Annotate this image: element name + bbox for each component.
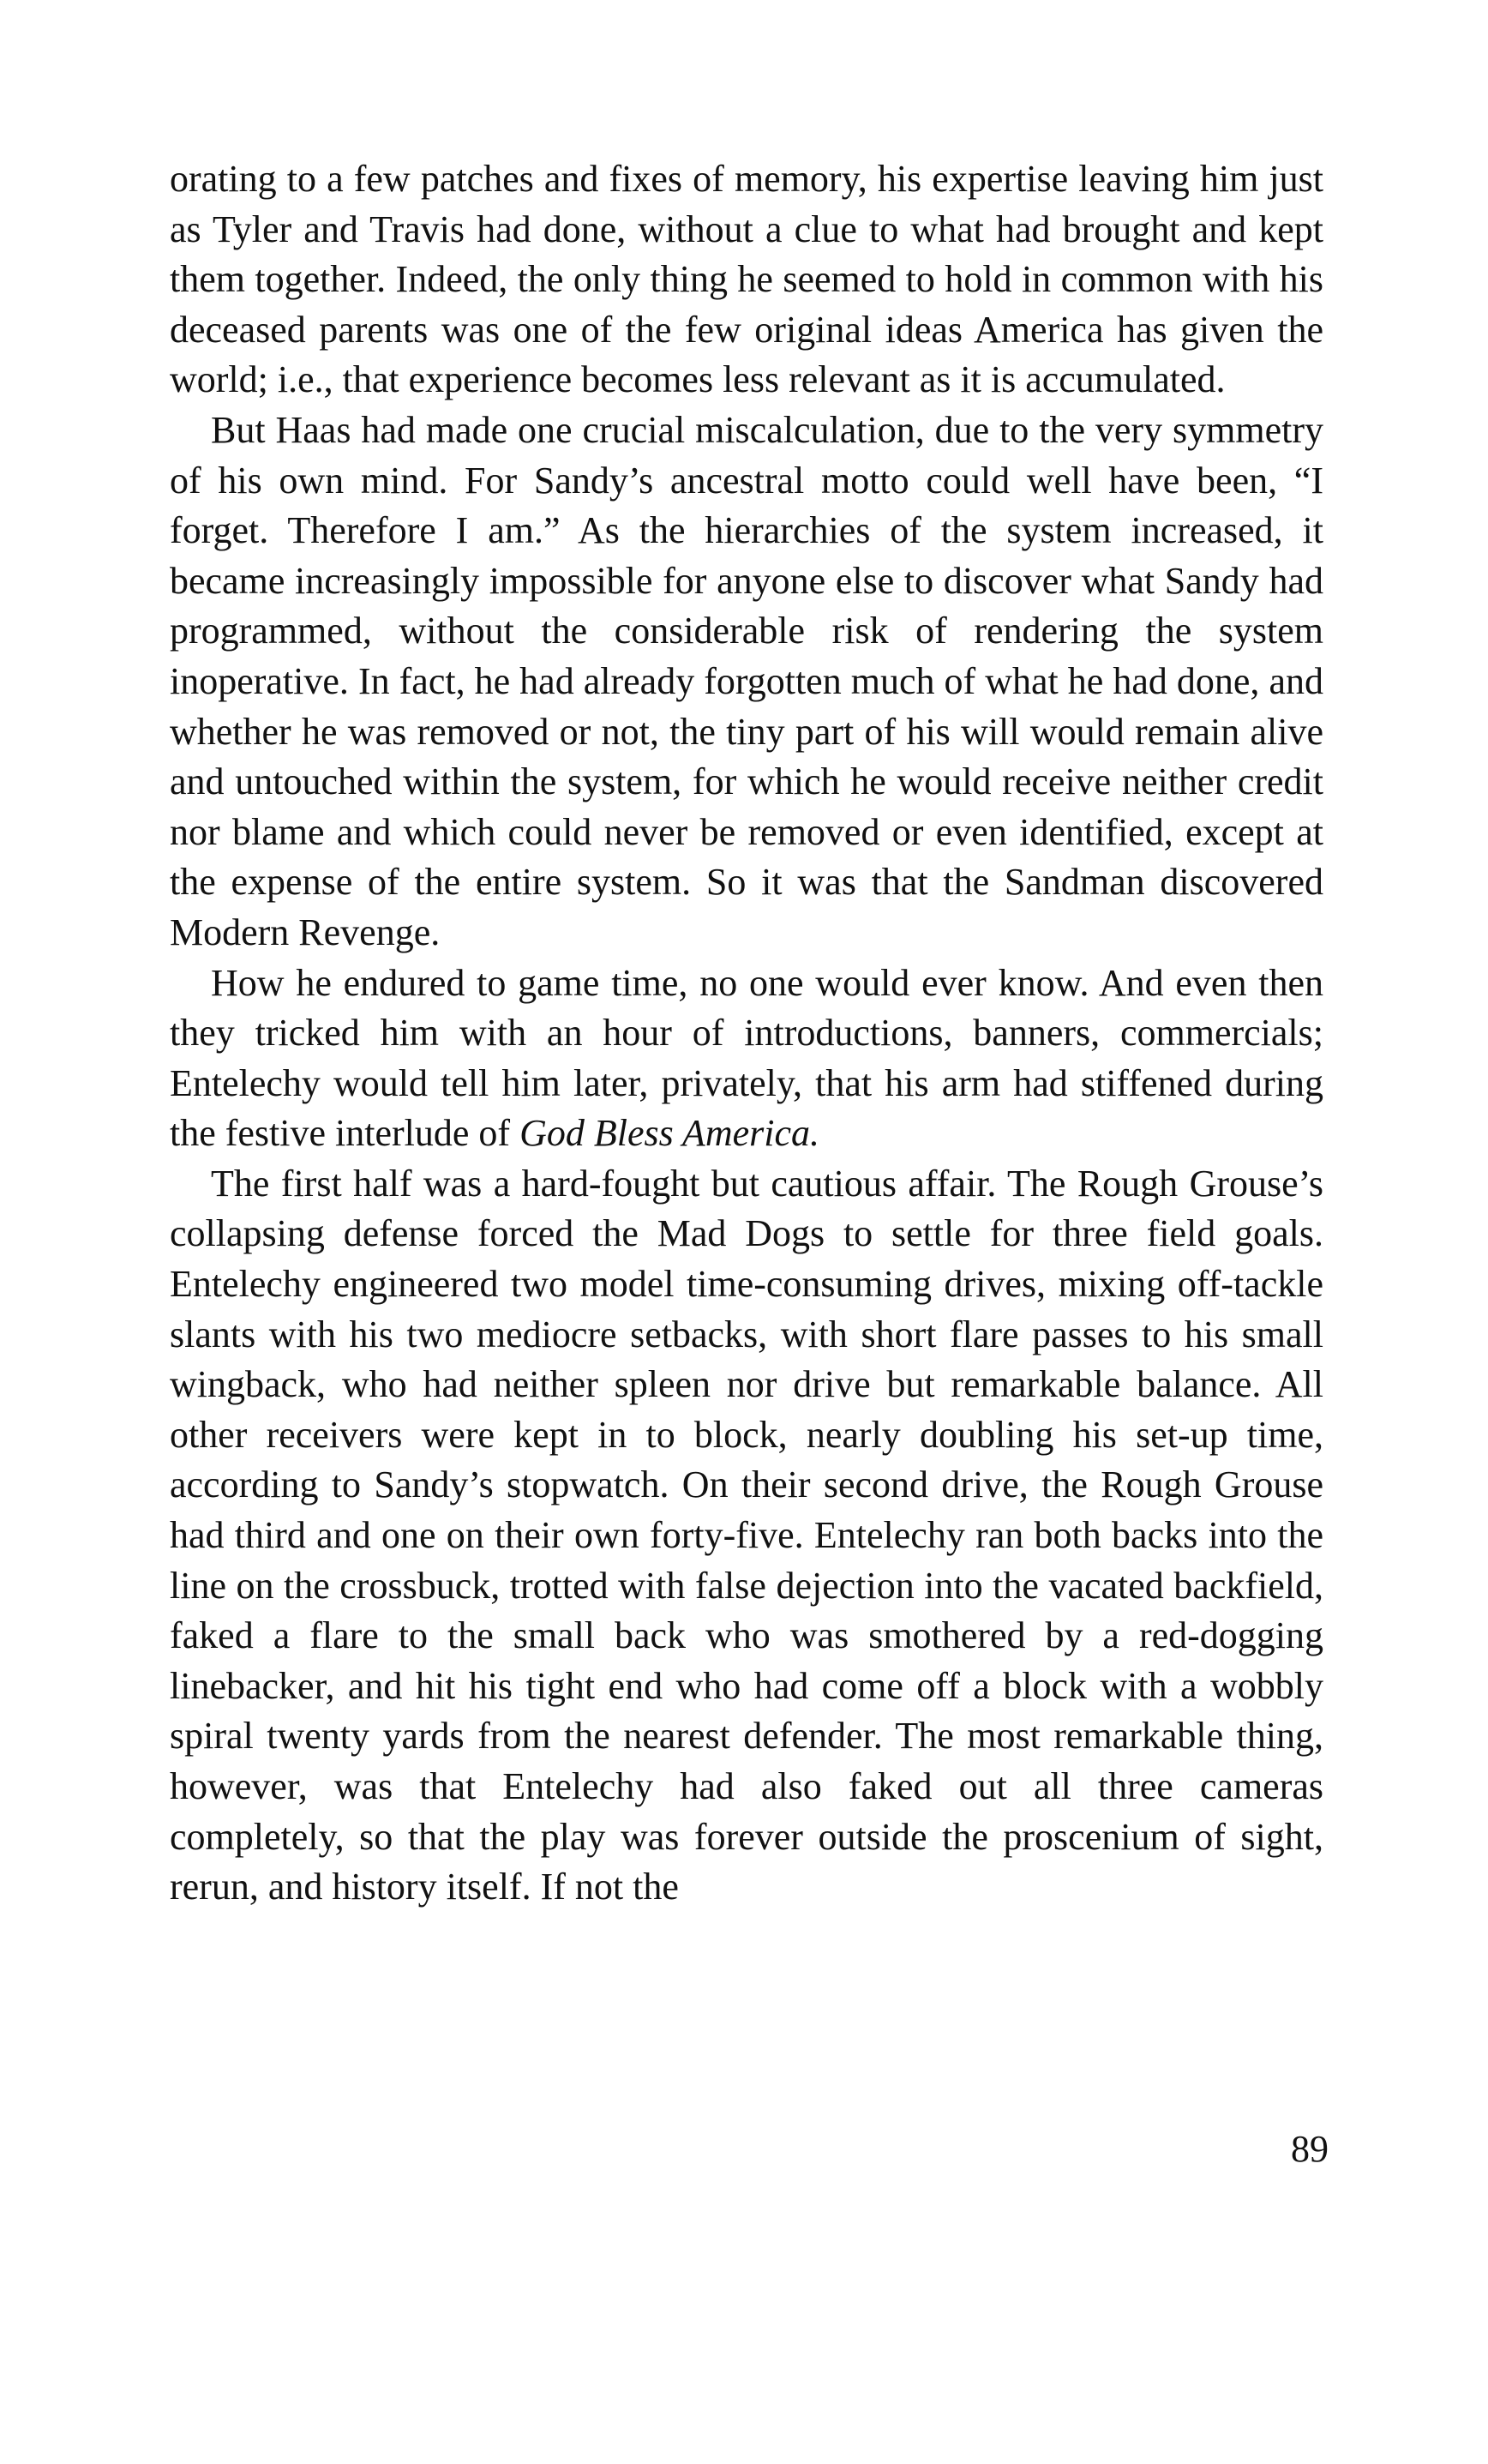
paragraph-1: orating to a few patches and fixes of memory, his expertise leaving him just as Tyler and Travis had done, without a clue to what had brought and kept them together. Indeed, the only thing he seemed to hold in common with his deceased parents was one of the few original ideas America has given the world; i.e., that experience becomes less relevant as it is accumulated. (170, 158, 1323, 401)
page-body (170, 154, 1323, 1913)
paragraph-2: But Haas had made one crucial miscalculation, due to the very symmetry of his own mind. For Sandy’s ancestral motto could well have been, “I forget. Therefore I am.” As the hierarchies of the system increased, it became increasingly impossible for anyone else to discover what Sandy had programmed, without the considerable risk of rendering the system inoperative. In fact, he had already forgotten much of what he had done, and whether he was removed or not, the tiny part of his will would remain alive and untouched within the system, for which he would receive neither credit nor blame and which could never be removed or even identified, except at the expense of the entire system. So it was that the Sandman discovered Modern Revenge. (170, 408, 1323, 953)
paragraph-3-text: How he endured to game time, no one would ever know. And even then they tricked him with an hour of introductions, banners, commercials; Entelechy would tell him later, privately, that his arm had stiffened during the festive interlude of (170, 961, 1323, 1155)
paragraph-3 (170, 959, 1323, 1159)
page-number: 89 (1291, 2128, 1329, 2170)
song-title: God Bless America. (519, 1112, 819, 1155)
paragraph-4: The first half was a hard-fought but cautious affair. The Rough Grouse’s collapsing defense forced the Mad Dogs to settle for three field goals. Entelechy engineered two model time-consuming drives, mixing off-tackle slants with his two mediocre setbacks, with short flare passes to his small wingback, who had neither spleen nor drive but remarkable balance. All other receivers were kept in to block, nearly doubling his set-up time, according to Sandy’s stopwatch. On their second drive, the Rough Grouse had third and one on their own forty-five. Entelechy ran both backs into the line on the crossbuck, trotted with false dejection into the vacated backfield, faked a flare to the small back who was smothered by a red-dogging linebacker, and hit his tight end who had come off a block with a wobbly spiral twenty yards from the nearest defender. The most remarkable thing, however, was that Entelechy had also faked out all three cameras completely, so that the play was forever outside the proscenium of sight, rerun, and history itself. If not the (170, 1162, 1323, 1908)
